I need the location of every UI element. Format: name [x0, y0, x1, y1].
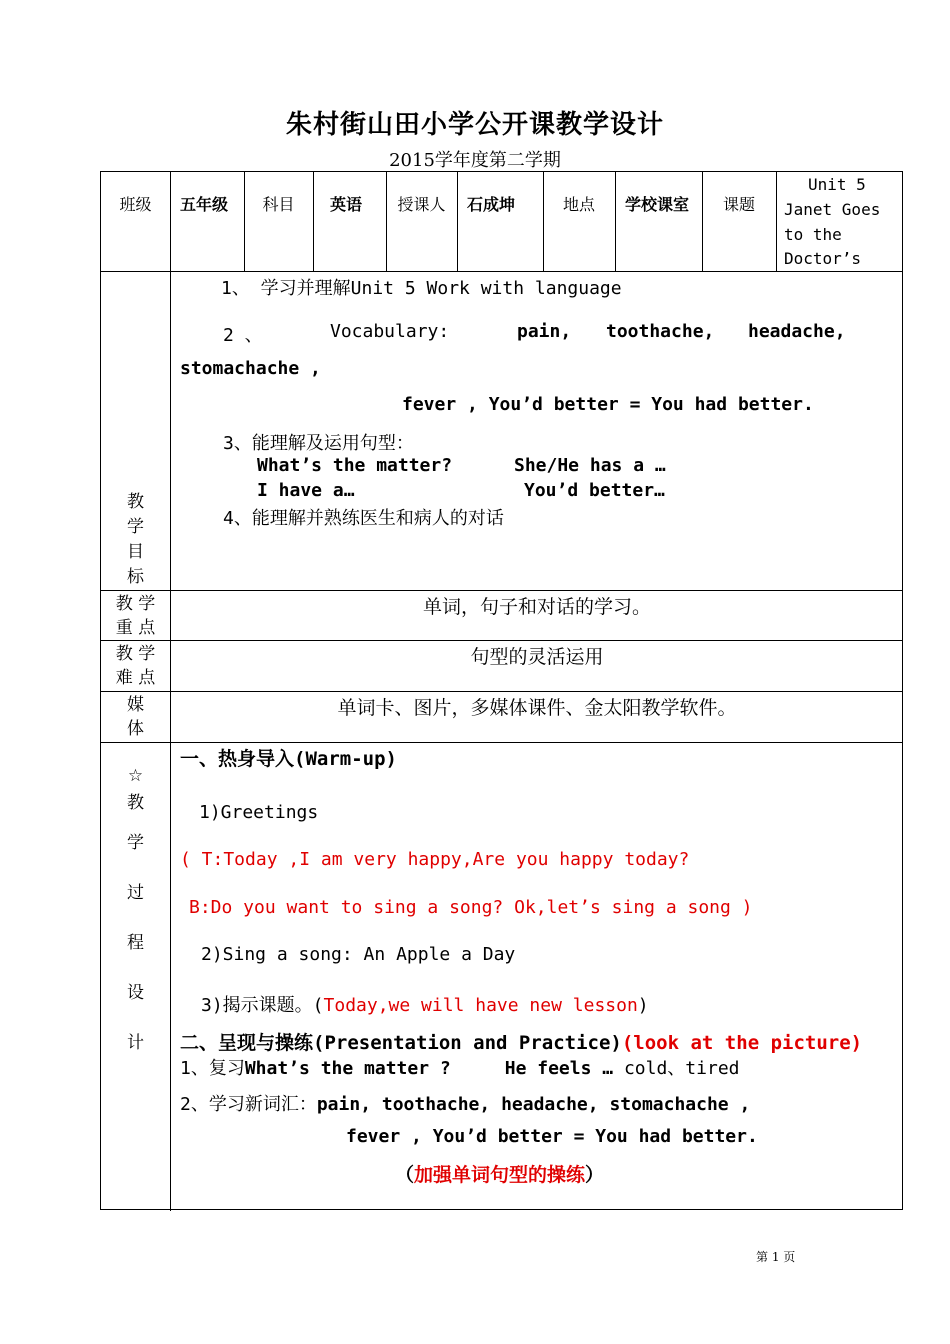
process-label: ☆ 教 学 过 程 设 计	[127, 766, 144, 1053]
class-value: 五年级	[180, 195, 229, 214]
column-divider	[615, 172, 616, 271]
topic-line: Janet Goes	[784, 200, 881, 219]
reveal-topic-step: 3)揭示课题。(Today,we will have new lesson)	[201, 995, 649, 1016]
column-divider	[244, 172, 245, 271]
key-points-label: 教 学 重 点	[115, 594, 156, 638]
vocab-word: pain,	[517, 321, 572, 342]
media-content: 单词卡、图片，多媒体课件、金太阳教学软件。	[337, 697, 737, 719]
new-words-line2: fever , You’d better = You had better.	[346, 1126, 758, 1147]
objective-3: 3、能理解及运用句型：	[223, 433, 414, 454]
teacher-label: 授课人	[397, 195, 446, 214]
vocab-word: headache,	[748, 321, 846, 342]
review-step: 1、复习What’s the matter ? He feels … cold、tired	[180, 1058, 740, 1079]
vocab-line: fever , You’d better = You had better.	[402, 394, 814, 415]
sing-step: 2)Sing a song: An Apple a Day	[201, 944, 516, 965]
row-divider	[101, 691, 902, 692]
row-divider	[101, 271, 902, 272]
objectives-label: 教 学 目 标	[127, 492, 144, 587]
page-number: 第 1 页	[756, 1250, 796, 1264]
column-divider	[170, 172, 171, 1211]
row-divider	[101, 590, 902, 591]
sentence-pattern: I have a…	[257, 480, 355, 501]
row-divider	[101, 742, 902, 743]
column-divider	[313, 172, 314, 271]
column-divider	[543, 172, 544, 271]
section-warm-up-title: 一、热身导入(Warm-up)	[180, 748, 397, 770]
column-divider	[702, 172, 703, 271]
subject-value: 英语	[330, 195, 363, 214]
column-divider	[386, 172, 387, 271]
teacher-value: 石成坤	[467, 195, 516, 214]
topic-line: Doctor’s	[784, 249, 862, 268]
boy-dialog: B:Do you want to sing a song? Ok,let’s sing a song )	[189, 897, 753, 918]
difficulties-content: 句型的灵活运用	[470, 646, 604, 668]
objective-1: 1、 学习并理解Unit 5 Work with language	[221, 278, 622, 299]
document-subtitle: 2015学年度第二学期	[389, 150, 561, 171]
lesson-plan-table	[100, 171, 903, 1210]
place-label: 地点	[562, 195, 595, 214]
document-title: 朱村街山田小学公开课教学设计	[285, 110, 664, 140]
sentence-pattern: You’d better…	[524, 480, 665, 501]
place-value: 学校课室	[625, 195, 690, 214]
vocab-word: stomachache ,	[180, 358, 321, 379]
sentence-pattern: What’s the matter?	[257, 455, 453, 476]
topic-label: 课题	[722, 195, 755, 214]
objective-2-prefix: 2 、	[223, 325, 263, 346]
objective-2-vocab-label: Vocabulary:	[330, 321, 450, 342]
topic-line: to the	[784, 225, 842, 244]
subject-label: 科目	[262, 195, 295, 214]
row-divider	[101, 640, 902, 641]
key-points-content: 单词，句子和对话的学习。	[422, 596, 651, 618]
section-presentation-title: 二、呈现与操练(Presentation and Practice)(look at the picture)	[180, 1032, 863, 1054]
teacher-dialog: ( T:Today ,I am very happy,Are you happy today?	[180, 849, 690, 870]
new-words-step: 2、学习新词汇：pain, toothache, headache, stomachache ,	[180, 1094, 751, 1115]
greetings-step: 1)Greetings	[199, 802, 319, 823]
topic-line: Unit 5	[808, 175, 866, 194]
objective-4: 4、能理解并熟练医生和病人的对话	[223, 508, 504, 529]
practice-note: （加强单词句型的操练）	[395, 1164, 605, 1186]
sentence-pattern: She/He has a …	[514, 455, 666, 476]
column-divider	[776, 172, 777, 271]
class-label: 班级	[119, 195, 152, 214]
difficulties-label: 教 学 难 点	[115, 644, 156, 688]
vocab-word: toothache,	[606, 321, 715, 342]
media-label: 媒 体	[127, 695, 144, 739]
column-divider	[457, 172, 458, 271]
